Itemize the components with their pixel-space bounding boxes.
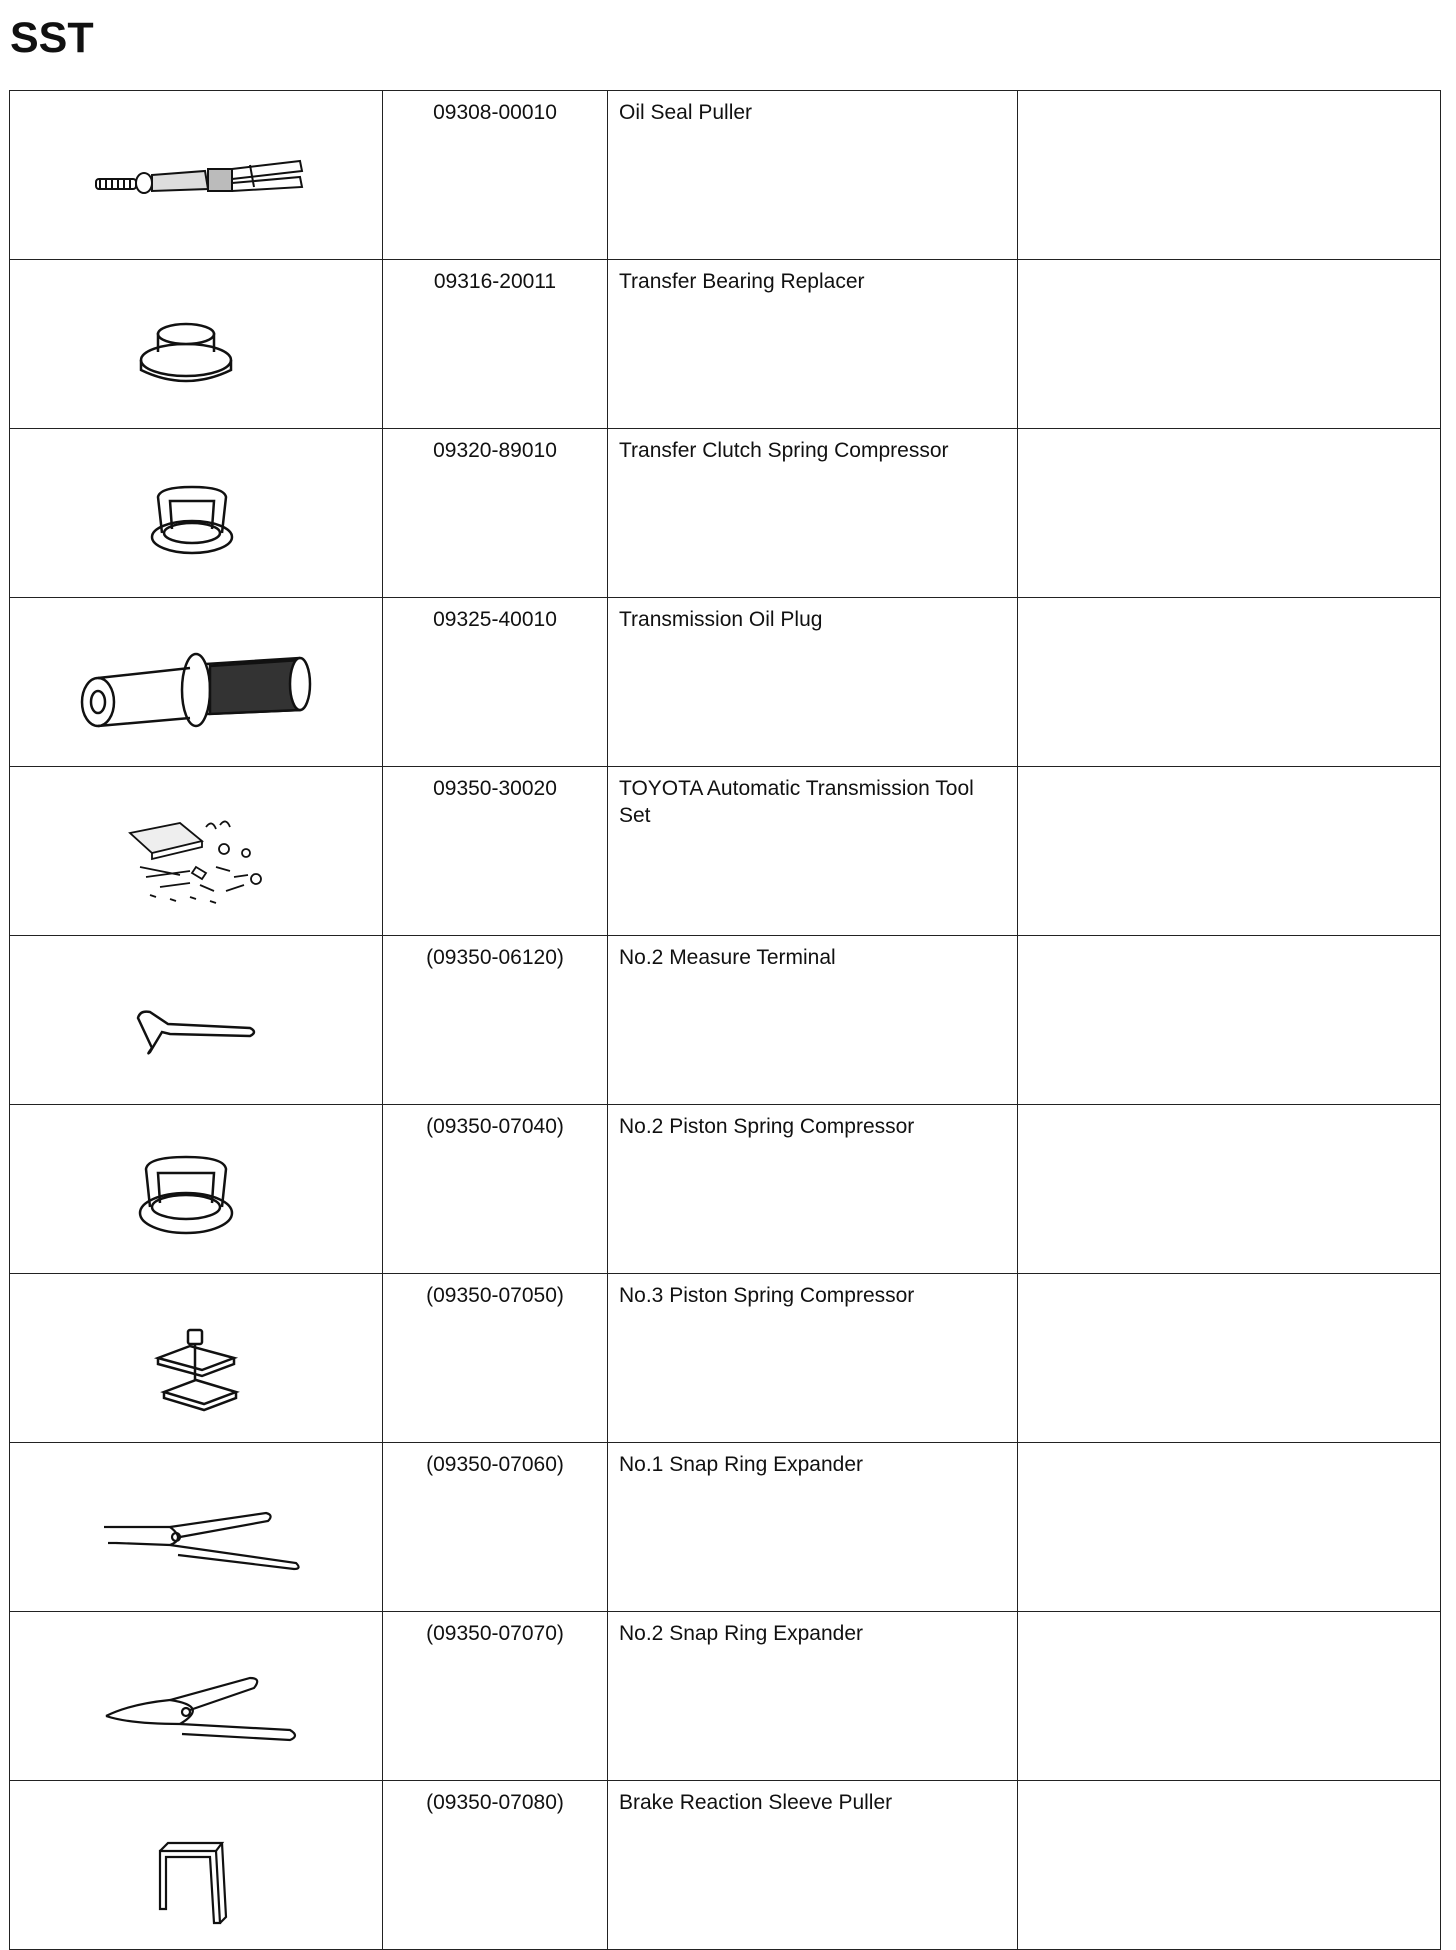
tool-name: Transmission Oil Plug <box>608 598 1018 767</box>
table-row <box>10 91 1441 260</box>
illustration-cell <box>10 767 383 936</box>
tool-name: No.2 Measure Terminal <box>608 936 1018 1105</box>
snap-ring-pliers-illustration <box>10 1612 382 1772</box>
part-number: (09350-07080) <box>383 1781 608 1950</box>
note-cell <box>1018 936 1441 1105</box>
part-number: 09320-89010 <box>383 429 608 598</box>
tool-name: Transfer Bearing Replacer <box>608 260 1018 429</box>
illustration-cell <box>10 1274 383 1443</box>
oil-plug-illustration <box>10 598 382 758</box>
tool-name: Oil Seal Puller <box>608 91 1018 260</box>
oil-seal-puller-illustration <box>10 91 382 251</box>
illustration-cell <box>10 91 383 260</box>
note-cell <box>1018 429 1441 598</box>
note-cell <box>1018 767 1441 936</box>
note-cell <box>1018 1274 1441 1443</box>
illustration-cell <box>10 1443 383 1612</box>
table-row <box>10 429 1441 598</box>
tool-set-illustration <box>10 767 382 927</box>
tool-name: No.3 Piston Spring Compressor <box>608 1274 1018 1443</box>
part-number: 09350-30020 <box>383 767 608 936</box>
table-row <box>10 1443 1441 1612</box>
tool-name: Transfer Clutch Spring Compressor <box>608 429 1018 598</box>
tool-name: TOYOTA Automatic Transmission Tool Set <box>608 767 1018 936</box>
table-row <box>10 1612 1441 1781</box>
snap-ring-expander-illustration <box>10 1443 382 1603</box>
table-row <box>10 936 1441 1105</box>
table-row <box>10 1274 1441 1443</box>
sst-table <box>9 90 1441 1950</box>
tool-name: No.1 Snap Ring Expander <box>608 1443 1018 1612</box>
bearing-replacer-illustration <box>10 260 382 420</box>
table-row <box>10 1781 1441 1950</box>
page-title: SST <box>10 14 94 62</box>
measure-terminal-illustration <box>10 936 382 1096</box>
table-row <box>10 260 1441 429</box>
clutch-spring-compressor-illustration <box>10 429 382 589</box>
illustration-cell <box>10 598 383 767</box>
illustration-cell <box>10 260 383 429</box>
note-cell <box>1018 260 1441 429</box>
part-number: (09350-07070) <box>383 1612 608 1781</box>
illustration-cell <box>10 1612 383 1781</box>
note-cell <box>1018 91 1441 260</box>
tool-name: No.2 Snap Ring Expander <box>608 1612 1018 1781</box>
sleeve-puller-illustration <box>10 1781 382 1941</box>
note-cell <box>1018 1443 1441 1612</box>
table-row <box>10 767 1441 936</box>
part-number: 09308-00010 <box>383 91 608 260</box>
tool-name: Brake Reaction Sleeve Puller <box>608 1781 1018 1950</box>
part-number: (09350-07050) <box>383 1274 608 1443</box>
table-row <box>10 598 1441 767</box>
note-cell <box>1018 598 1441 767</box>
note-cell <box>1018 1612 1441 1781</box>
illustration-cell <box>10 1781 383 1950</box>
plate-compressor-illustration <box>10 1274 382 1434</box>
illustration-cell <box>10 429 383 598</box>
part-number: 09316-20011 <box>383 260 608 429</box>
part-number: (09350-06120) <box>383 936 608 1105</box>
illustration-cell <box>10 936 383 1105</box>
illustration-cell <box>10 1105 383 1274</box>
piston-spring-compressor-illustration <box>10 1105 382 1265</box>
part-number: (09350-07040) <box>383 1105 608 1274</box>
part-number: 09325-40010 <box>383 598 608 767</box>
note-cell <box>1018 1781 1441 1950</box>
note-cell <box>1018 1105 1441 1274</box>
table-row <box>10 1105 1441 1274</box>
tool-name: No.2 Piston Spring Compressor <box>608 1105 1018 1274</box>
part-number: (09350-07060) <box>383 1443 608 1612</box>
